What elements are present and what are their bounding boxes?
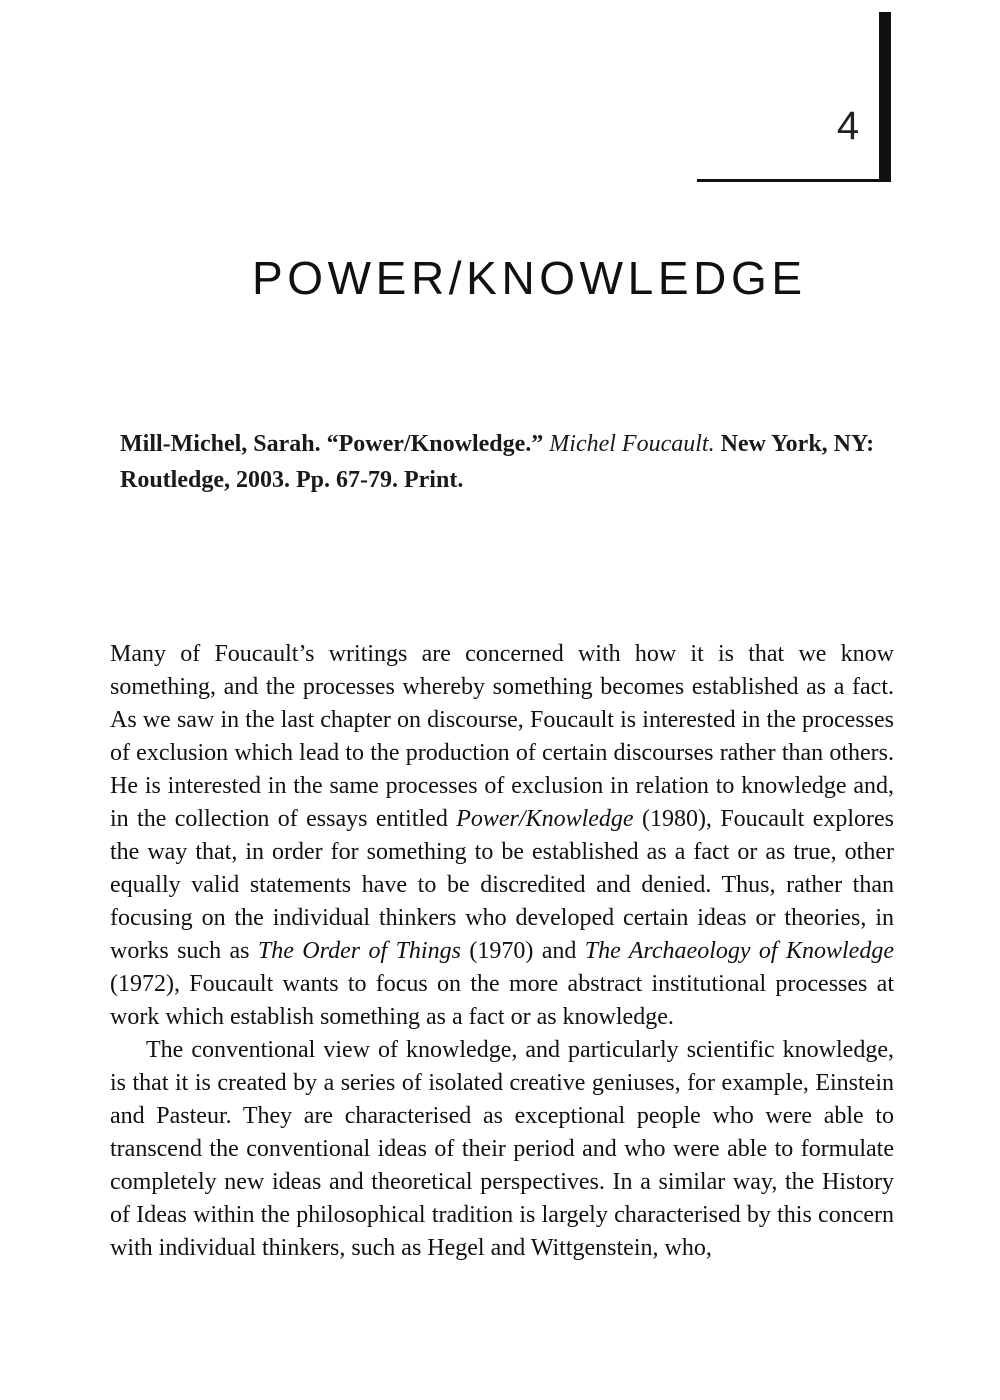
citation-book-title: Michel Foucault. bbox=[549, 431, 715, 457]
work-title-power-knowledge: Power/Knowledge bbox=[456, 806, 634, 832]
chapter-number: 4 bbox=[836, 104, 860, 148]
paragraph-1-text: (1980), Foucault explores the way that, in order for something to be established as a fact or as true, other equally valid statements have to be discredited and denied. Thus, rather than focusing on the individual thinkers who developed certain ideas or theories, in works such as bbox=[110, 806, 894, 964]
paragraph-2: The conventional view of knowledge, and particularly scientific knowledge, is that it is created by a series of isolated creative geniuses, for example, Einstein and Pasteur. They are characterised as exceptional people who were able to transcend the conventional ideas of their period and who were able to formulate completely new ideas and theoretical perspectives. In a similar way, the History of Ideas within the philosophical tradition is largely characterised by this concern with individual thinkers, such as Hegel and Wittgenstein, who, bbox=[110, 1037, 894, 1261]
paragraph-1-text: (1970) and bbox=[460, 938, 585, 964]
work-title-order-of-things: The Order of Things bbox=[257, 938, 461, 964]
chapter-title: POWER/KNOWLEDGE bbox=[252, 252, 807, 304]
chapter-marker-bar bbox=[879, 12, 891, 182]
paragraph-1-text: Many of Foucault’s writings are concerned with how it is that we know something, and the processes whereby something becomes established as a fact. As we saw in the last chapter on discourse, Foucault is interested in the processes of exclusion which lead to the production of certain discourses rather than others. He is interested in the same processes of exclusion in relation to knowledge and, in the collection of essays entitled bbox=[110, 641, 894, 832]
body-text bbox=[110, 638, 894, 1265]
paragraph-1-text: (1972), Foucault wants to focus on the more abstract institutional processes at work which establish something as a fact or as knowledge. bbox=[110, 971, 894, 1030]
chapter-marker-rule bbox=[697, 179, 889, 182]
work-title-archaeology-of-knowledge: The Archaeology of Knowledge bbox=[584, 938, 894, 964]
citation bbox=[120, 426, 890, 498]
paragraph-1 bbox=[110, 638, 894, 1034]
citation-publisher: New York, NY: Routledge, 2003. Pp. 67-79. Print. bbox=[120, 431, 875, 493]
citation-text: Mill-Michel, Sarah. “Power/Knowledge.” bbox=[120, 431, 550, 457]
